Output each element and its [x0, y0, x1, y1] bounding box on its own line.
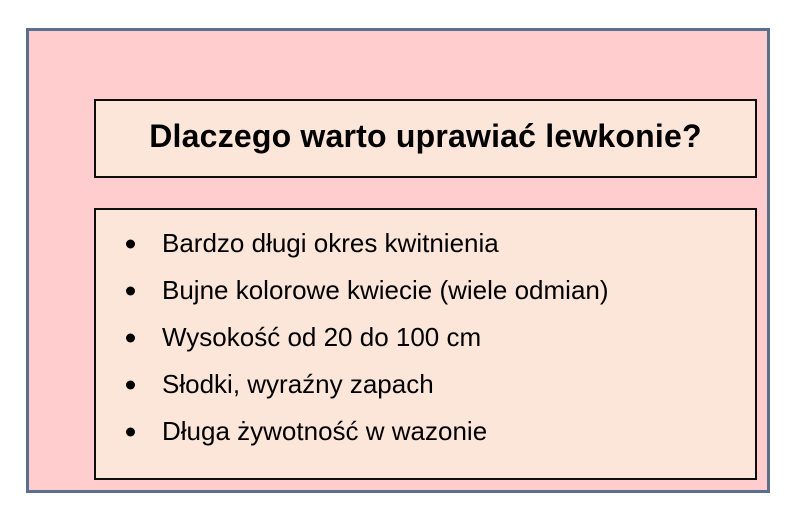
list-item-text: Słodki, wyraźny zapach — [162, 369, 434, 399]
list-item — [96, 267, 755, 314]
bullet-list-box — [94, 208, 757, 480]
page-title: Dlaczego warto uprawiać lewkonie? — [149, 118, 702, 154]
list-item-text: Długa żywotność w wazonie — [162, 416, 488, 446]
list-item-text: Wysokość od 20 do 100 cm — [162, 322, 482, 352]
bullet-dot-icon — [126, 380, 135, 389]
list-item — [96, 408, 755, 455]
bullet-dot-icon — [126, 333, 135, 342]
bullet-list — [96, 210, 755, 455]
slide-canvas — [26, 28, 770, 493]
title-box — [94, 99, 757, 178]
list-item-text: Bujne kolorowe kwiecie (wiele odmian) — [162, 275, 609, 305]
bullet-dot-icon — [126, 427, 135, 436]
list-item — [96, 361, 755, 408]
list-item — [96, 220, 755, 267]
list-item-text: Bardzo długi okres kwitnienia — [162, 228, 499, 258]
list-item — [96, 314, 755, 361]
bullet-dot-icon — [126, 286, 135, 295]
bullet-dot-icon — [126, 239, 135, 248]
